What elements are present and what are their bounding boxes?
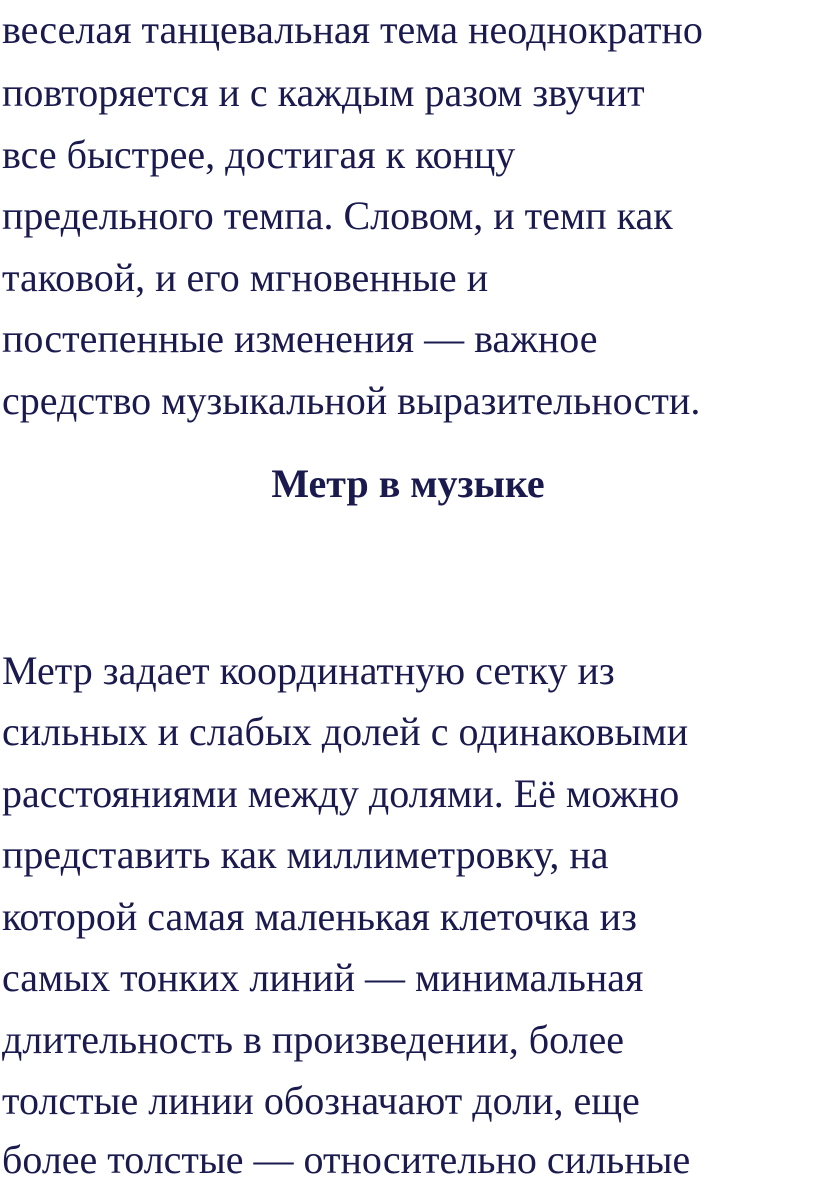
text-line: длительность в произведении, более xyxy=(2,1017,625,1062)
text-line: средство музыкальной выразительности. xyxy=(2,378,701,423)
text-line: предельного темпа. Словом, и темп как xyxy=(2,193,673,238)
text-line: таковой, и его мгновенные и xyxy=(2,255,489,300)
text-line: которой самая маленькая клеточка из xyxy=(2,894,637,939)
text-line: Метр задает координатную сетку из xyxy=(2,648,615,693)
text-line: представить как миллиметровку, на xyxy=(2,832,609,877)
text-line: все быстрее, достигая к концу xyxy=(2,132,516,177)
text-line: более толстые — относительно сильные xyxy=(2,1137,691,1182)
text-line: постепенные изменения — важное xyxy=(2,316,598,361)
text-line: веселая танцевальная тема неоднократно xyxy=(2,7,703,52)
text-line: сильных и слабых долей с одинаковыми xyxy=(2,709,689,754)
text-line: повторяется и с каждым разом звучит xyxy=(2,70,645,115)
section-heading: Метр в музыке xyxy=(271,461,545,506)
text-line: толстые линии обозначают доли, еще xyxy=(2,1078,640,1123)
text-line: расстояниями между долями. Её можно xyxy=(2,771,680,816)
text-line: самых тонких линий — минимальная xyxy=(2,955,644,1000)
